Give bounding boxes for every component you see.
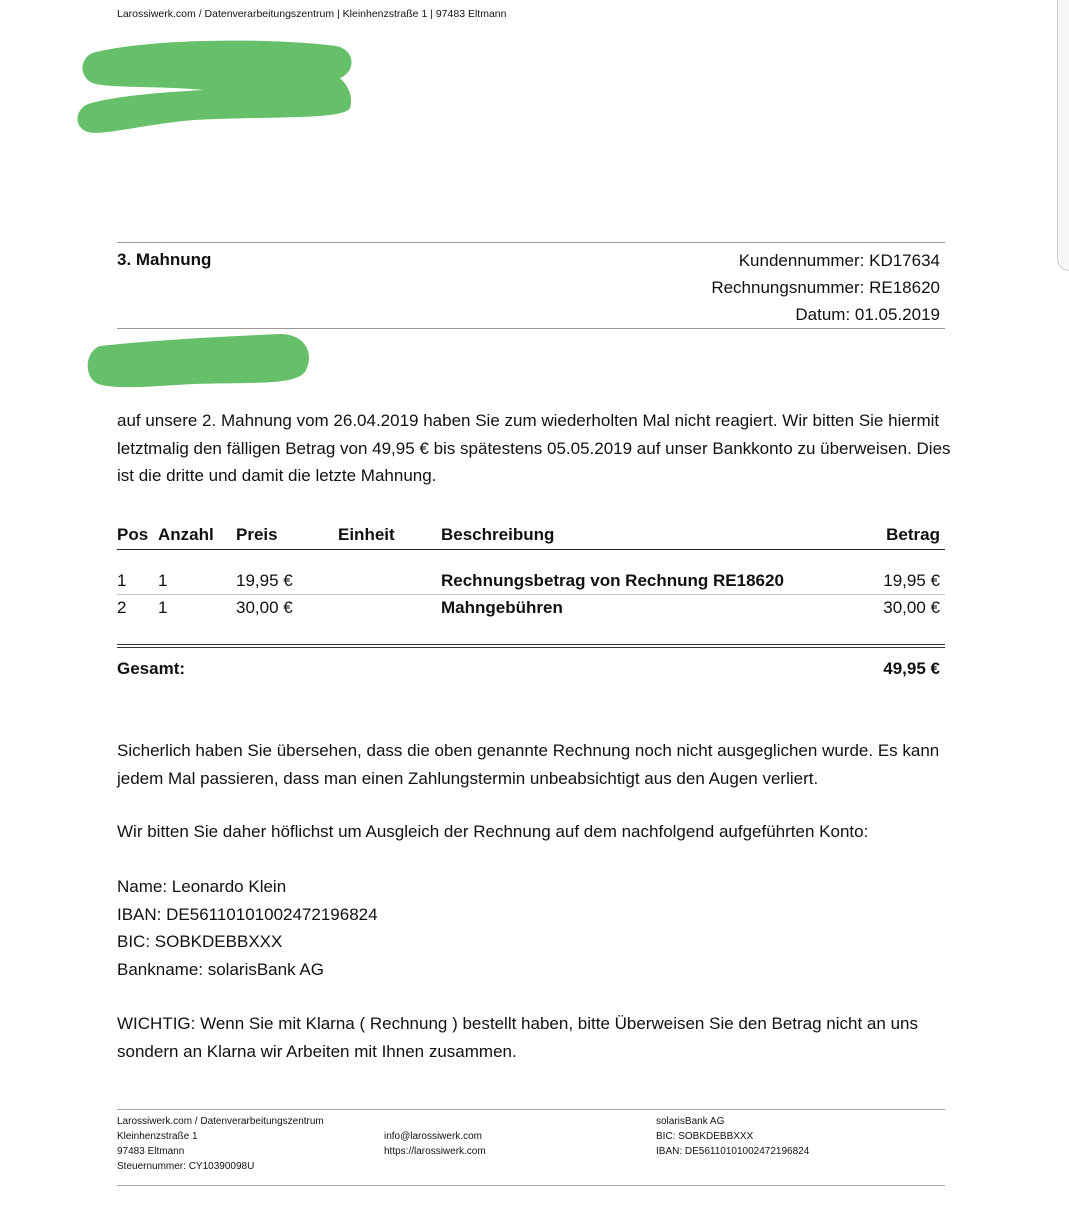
footer-company-info (117, 1114, 324, 1174)
redaction-mark-salutation (84, 330, 312, 390)
col-header-beschreibung: Beschreibung (441, 525, 555, 544)
request-paragraph: Wir bitten Sie daher höflichst um Ausgleich der Rechnung auf dem nachfolgend aufgeführten Konto: (117, 822, 869, 841)
footer-tax-number: Steuernummer: CY10390098U (117, 1161, 255, 1172)
footer-company-name: Larossiwerk.com / Datenverarbeitungszentrum (117, 1116, 324, 1127)
document-title: 3. Mahnung (117, 250, 212, 269)
total-double-rule-top (117, 644, 945, 645)
col-header-einheit: Einheit (338, 525, 395, 544)
notice-paragraph: Sicherlich haben Sie übersehen, dass die oben genannte Rechnung noch nicht ausgeglichen wurde. Es kann jedem Mal passieren, dass man einen Zahlungstermin unbeabsichtigt aus den Augen verliert. (117, 741, 940, 788)
bank-account-name: Name: Leonardo Klein (117, 877, 287, 896)
row-betrag: 30,00 € (883, 598, 940, 617)
bank-details (117, 873, 957, 983)
total-label: Gesamt: (117, 659, 186, 678)
bank-iban: IBAN: DE56110101002472196824 (117, 904, 378, 924)
header-top-rule (117, 242, 945, 243)
bank-name: Bankname: solarisBank AG (117, 959, 324, 979)
important-paragraph: WICHTIG: Wenn Sie mit Klarna ( Rechnung ) bestellt haben, bitte Überweisen Sie den Betrag nicht an uns sondern an Klarna wir Arbeiten mit Ihnen zusammen. (117, 1014, 918, 1061)
col-header-pos: Pos (117, 525, 149, 544)
footer-bank-iban: IBAN: DE56110101002472196824 (656, 1146, 810, 1157)
footer-bottom-rule (117, 1185, 945, 1186)
table-header-rule (117, 549, 945, 550)
header-bottom-rule (117, 328, 945, 329)
row-divider (117, 594, 945, 595)
total-double-rule-bottom (117, 647, 945, 648)
customer-number: Kundennummer: KD17634 (738, 251, 940, 270)
col-header-betrag: Betrag (886, 525, 940, 544)
redaction-mark-address (74, 32, 356, 140)
footer-bank-info (656, 1114, 809, 1159)
invoice-number: Rechnungsnummer: RE18620 (711, 278, 940, 297)
footer-city: 97483 Eltmann (117, 1146, 185, 1157)
row-pos: 2 (117, 598, 127, 617)
row-beschreibung: Mahngebühren (441, 598, 563, 617)
row-anzahl: 1 (158, 571, 168, 590)
sender-line: Larossiwerk.com / Datenverarbeitungszentrum | Kleinhenzstraße 1 | 97483 Eltmann (117, 8, 507, 20)
row-beschreibung: Rechnungsbetrag von Rechnung RE18620 (441, 571, 784, 590)
footer-street: Kleinhenzstraße 1 (117, 1131, 198, 1142)
footer-bank-name: solarisBank AG (656, 1116, 725, 1127)
document-date: Datum: 01.05.2019 (795, 305, 940, 324)
total-value: 49,95 € (883, 659, 940, 678)
intro-paragraph: auf unsere 2. Mahnung vom 26.04.2019 haben Sie zum wiederholten Mal nicht reagiert. Wir bitten Sie hiermit letztmalig den fälligen Betrag von 49,95 € bis spätestens 05.05.2019 auf unser Bankkonto zu überweisen. Dies ist die dritte und damit die letzte Mahnung. (117, 411, 951, 485)
row-preis: 30,00 € (236, 598, 293, 617)
col-header-anzahl: Anzahl (158, 525, 214, 544)
footer-bank-bic: BIC: SOBKDEBBXXX (656, 1131, 754, 1142)
row-pos: 1 (117, 571, 127, 590)
bank-bic: BIC: SOBKDEBBXXX (117, 932, 283, 951)
footer-contact (384, 1129, 486, 1159)
footer-top-rule (117, 1109, 945, 1110)
row-anzahl: 1 (158, 598, 168, 617)
footer-website: https://larossiwerk.com (384, 1146, 486, 1157)
scroll-edge[interactable] (1057, 0, 1069, 271)
col-header-preis: Preis (236, 525, 278, 544)
footer-email: info@larossiwerk.com (384, 1131, 482, 1142)
row-preis: 19,95 € (236, 571, 293, 590)
row-betrag: 19,95 € (883, 571, 940, 590)
meta-block (711, 251, 940, 332)
